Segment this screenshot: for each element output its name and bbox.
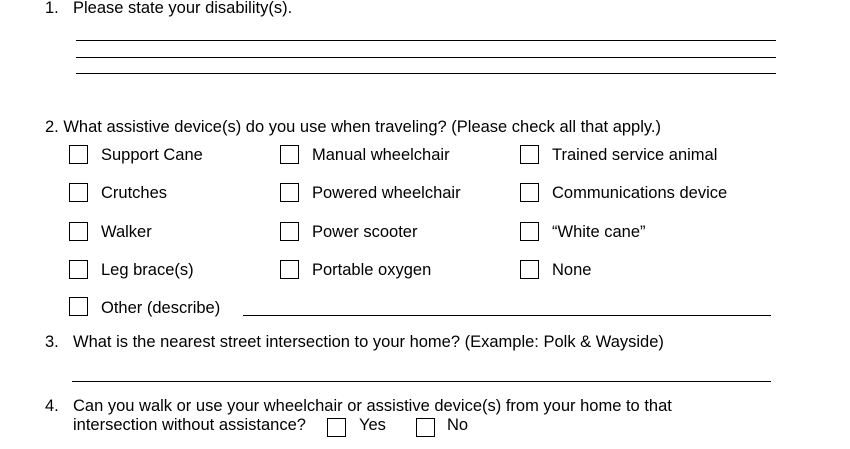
checkbox-white-cane[interactable] bbox=[520, 222, 539, 241]
checkbox-manual-wheelchair[interactable] bbox=[280, 145, 299, 164]
checkbox-leg-braces[interactable] bbox=[69, 260, 88, 279]
q1-answer-line-2[interactable] bbox=[76, 57, 776, 58]
label-yes: Yes bbox=[359, 416, 386, 434]
q1-answer-line-3[interactable] bbox=[76, 73, 776, 74]
label-support-cane: Support Cane bbox=[101, 146, 203, 164]
label-portable-oxygen: Portable oxygen bbox=[312, 261, 432, 279]
label-leg-braces: Leg brace(s) bbox=[101, 261, 194, 279]
q3-question: What is the nearest street intersection to your home? (Example: Polk & Wayside) bbox=[73, 333, 664, 351]
checkbox-portable-oxygen[interactable] bbox=[280, 260, 299, 279]
label-no: No bbox=[447, 416, 469, 434]
label-communications-device: Communications device bbox=[552, 184, 728, 202]
label-trained-service-animal: Trained service animal bbox=[552, 146, 718, 164]
q4-question-line1: Can you walk or use your wheelchair or assistive device(s) from your home to that bbox=[73, 397, 672, 415]
q1-answer-line-1[interactable] bbox=[76, 40, 776, 41]
label-white-cane: “White cane” bbox=[552, 223, 646, 241]
label-crutches: Crutches bbox=[101, 184, 168, 202]
checkbox-crutches[interactable] bbox=[69, 183, 88, 202]
checkbox-trained-service-animal[interactable] bbox=[520, 145, 539, 164]
q1-question: Please state your disability(s). bbox=[73, 0, 293, 17]
label-powered-wheelchair: Powered wheelchair bbox=[312, 184, 461, 202]
checkbox-yes[interactable] bbox=[327, 418, 346, 437]
checkbox-no[interactable] bbox=[416, 418, 435, 437]
q3-answer-line[interactable] bbox=[72, 381, 771, 382]
q1-number: 1. bbox=[45, 0, 59, 17]
checkbox-none[interactable] bbox=[520, 260, 539, 279]
checkbox-communications-device[interactable] bbox=[520, 183, 539, 202]
label-power-scooter: Power scooter bbox=[312, 223, 418, 241]
q2-question: 2. What assistive device(s) do you use when traveling? (Please check all that apply.) bbox=[45, 118, 661, 136]
label-manual-wheelchair: Manual wheelchair bbox=[312, 146, 450, 164]
checkbox-other[interactable] bbox=[69, 297, 88, 316]
q4-question-line2: intersection without assistance? bbox=[73, 416, 306, 434]
label-other: Other (describe) bbox=[101, 299, 221, 317]
other-describe-line[interactable] bbox=[243, 315, 771, 316]
checkbox-support-cane[interactable] bbox=[69, 145, 88, 164]
checkbox-power-scooter[interactable] bbox=[280, 222, 299, 241]
q4-number: 4. bbox=[45, 397, 59, 415]
label-walker: Walker bbox=[101, 223, 152, 241]
q3-number: 3. bbox=[45, 333, 59, 351]
checkbox-walker[interactable] bbox=[69, 222, 88, 241]
label-none: None bbox=[552, 261, 592, 279]
checkbox-powered-wheelchair[interactable] bbox=[280, 183, 299, 202]
